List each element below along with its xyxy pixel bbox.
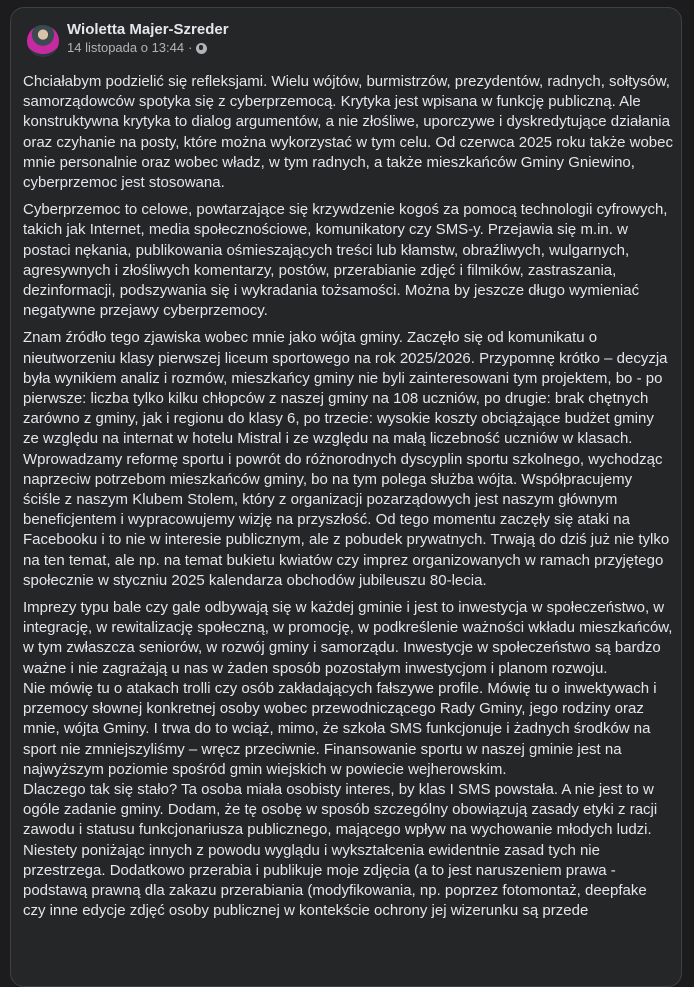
post-timestamp[interactable]: 14 listopada o 13:44 — [67, 40, 185, 55]
author-name[interactable]: Wioletta Majer-Szreder — [67, 21, 229, 38]
post-card — [10, 7, 682, 987]
post-paragraph: Imprezy typu bale czy gale odbywają się w każdej gminie i jest to inwestycja w społeczeństwo, w integrację, w rewitalizację społeczną, w promocję, w podkreślenie ważności wkładu mieszkańców, w tym zwłaszcza seniorów, w rozwój gminy i samorządu. Inwestycje w społeczeństwo są bardzo ważne i nie zagrażają u nas w żaden sposób pozostałym inwestycjom i planom rozwoju. — [23, 599, 673, 677]
globe-icon[interactable] — [196, 43, 207, 54]
post-paragraph: Dlaczego tak się stało? Ta osoba miała osobisty interes, by klas I SMS powstała. A nie jest to w ogóle zadanie gminy. Dodam, że tę osobę w sposób szczególny obowiązują zasady etyki z racji zawodu i statusu funkcjonariusza publicznego, mającego wpływ na wychowanie młodych ludzi. Niestety poniżając innych z powodu wyglądu i wykształcenia ewidentnie zasad tych nie przestrzega. Dodatkowo przerabia i publikuje moje zdjęcia (a to jest naruszeniem prawa - podstawą prawną dla zakazu przerabiania (modyfikowania, np. poprzez fotomontaż, deepfake czy inne edycje zdjęć osoby publicznej w kontekście ochrony jej wizerunku są przede — [23, 780, 658, 920]
post-header — [27, 20, 229, 57]
post-body — [23, 72, 673, 921]
author-avatar[interactable] — [27, 25, 59, 57]
meta-separator: · — [188, 40, 193, 55]
post-paragraph: Cyberprzemoc to celowe, powtarzające się krzywdzenie kogoś za pomocą technologii cyfrowych, takich jak Internet, media społecznościowe, komunikatory czy SMS-y. Przejawia się m.in. w postaci nękania, publikowania ośmieszających treści lub kłamstw, obraźliwych, wulgarnych, agresywnych i złośliwych komentarzy, postów, przerabianie zdjęć i filmików, zastraszania, dezinformacji, podszywania się i wykradania tożsamości. Można by jeszcze długo wymieniać negatywne przejawy cyberprzemocy. — [23, 201, 668, 320]
post-meta — [67, 39, 229, 57]
post-paragraph: Znam źródło tego zjawiska wobec mnie jako wójta gminy. Zaczęło się od komunikatu o nieutworzeniu klasy pierwszej liceum sportowego na rok 2025/2026. Przypomnę krótko – decyzja była wynikiem analiz i rozmów, mieszkańcy gminy nie byli zainteresowani tym projektem, bo - po pierwsze: liczba tylko kilku chłopców z naszej gminy na 108 uczniów, po drugie: brak chętnych zarówno z gminy, jak i regionu do klasy 6, po trzecie: wysokie koszty obciążające budżet gminy ze względu na internat w hotelu Mistral i ze względu na małą liczebność uczniów w klasach. Wprowadzamy reformę sportu i powrót do różnorodnych dyscyplin sportu szkolnego, wychodząc naprzeciw potrzebom mieszkańców gminy, bo na tym polega służba wójta. Współpracujemy ściśle z naszym Klubem Stolem, który z organizacji pozarządowych jest naszym głównym beneficjentem i wypracowujemy wizję na przyszłość. Od tego momentu zaczęły się ataki na Facebooku i to nie w interesie publicznym, ale z pobudek prywatnych. Trwają do dziś już nie tylko na ten temat, ale np. na temat bukietu kwiatów czy imprez organizowanych w ramach przyjętego społecznie w styczniu 2025 kalendarza obchodów jubileuszu 80-lecia. — [23, 329, 670, 589]
post-paragraph: Chciałabym podzielić się refleksjami. Wielu wójtów, burmistrzów, prezydentów, radnych, sołtysów, samorządowców spotyka się z cyberprzemocą. Krytyka jest wpisana w funkcję publiczną. Ale konstruktywna krytyka to dialog argumentów, a nie złośliwe, uporczywe i dyskredytujące działania oraz czyhanie na posty, które można wykorzystać w tym celu. Od czerwca 2025 roku także wobec mnie personalnie oraz wobec władz, w tym radnych, a także mieszkańców Gminy Gniewino, cyberprzemoc jest stosowana. — [23, 73, 673, 192]
post-paragraph: Nie mówię tu o atakach trolli czy osób zakładających fałszywe profile. Mówię tu o inwektywach i przemocy słownej konkretnej osoby wobec przewodniczącego Rady Gminy, jego rodziny oraz mnie, wójta Gminy. I trwa do to wciąż, mimo, że szkoła SMS funkcjonuje i żadnych środków na sport nie zmniejszyliśmy – wręcz przeciwnie. Finansowanie sportu w naszej gminie jest na najwyższym poziomie spośród gmin wiejskich w powiecie wejherowskim. — [23, 679, 657, 778]
